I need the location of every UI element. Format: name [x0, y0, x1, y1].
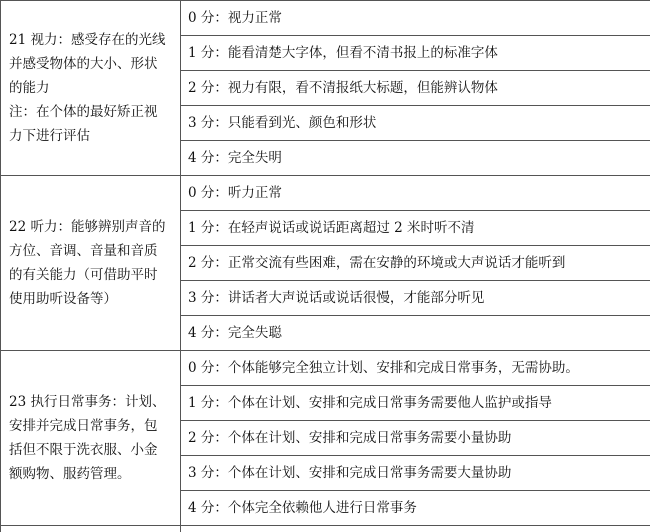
score-option	[181, 386, 650, 421]
item-line: 安排并完成日常事务，包	[9, 414, 176, 438]
score-label: 4 分	[188, 500, 214, 516]
score-option	[181, 141, 650, 176]
score-separator: ：	[214, 500, 228, 516]
item-line: 23 执行日常事务：计划、	[9, 390, 176, 414]
score-label: 4 分	[188, 150, 214, 166]
score-label: 0 分	[188, 185, 214, 201]
score-separator: ：	[214, 115, 228, 131]
table-row-continuation	[1, 526, 650, 532]
table-row	[1, 351, 650, 386]
score-label: 4 分	[188, 325, 214, 341]
item-line: 注：在个体的最好矫正视	[9, 100, 176, 124]
continuation-cell	[1, 526, 181, 532]
item-description-23	[1, 351, 181, 526]
score-label: 0 分	[188, 10, 214, 26]
score-label: 1 分	[188, 220, 214, 236]
item-line: 力下进行评估	[9, 124, 176, 148]
score-option	[181, 316, 650, 351]
score-option	[181, 281, 650, 316]
score-text: 听力正常	[228, 185, 282, 201]
score-option	[181, 36, 650, 71]
score-separator: ：	[214, 10, 228, 26]
score-text: 视力正常	[228, 10, 282, 26]
score-separator: ：	[214, 325, 228, 341]
score-option	[181, 106, 650, 141]
score-option	[181, 421, 650, 456]
score-separator: ：	[214, 45, 228, 61]
score-text: 在轻声说话或说话距离超过 2 米时听不清	[228, 220, 475, 236]
score-label: 3 分	[188, 115, 214, 131]
score-separator: ：	[214, 430, 228, 446]
score-option	[181, 491, 650, 526]
item-line: 并感受物体的大小、形状	[9, 52, 176, 76]
continuation-cell	[181, 526, 650, 532]
item-line: 的有关能力（可借助平时	[9, 263, 176, 287]
item-description-22	[1, 176, 181, 351]
score-text: 个体在计划、安排和完成日常事务需要小量协助	[228, 430, 512, 446]
item-line: 方位、音调、音量和音质	[9, 239, 176, 263]
score-text: 个体在计划、安排和完成日常事务需要他人监护或指导	[228, 395, 552, 411]
score-separator: ：	[214, 220, 228, 236]
score-text: 能看清楚大字体，但看不清书报上的标准字体	[228, 45, 498, 61]
score-text: 个体能够完全独立计划、安排和完成日常事务，无需协助。	[228, 360, 579, 376]
item-description-21	[1, 1, 181, 176]
score-option	[181, 246, 650, 281]
table-row	[1, 176, 650, 211]
score-separator: ：	[214, 255, 228, 271]
table-row	[1, 1, 650, 36]
score-label: 2 分	[188, 80, 214, 96]
score-text: 正常交流有些困难，需在安静的环境或大声说话才能听到	[228, 255, 566, 271]
score-label: 1 分	[188, 45, 214, 61]
score-option	[181, 176, 650, 211]
item-line: 22 听力：能够辨别声音的	[9, 215, 176, 239]
score-separator: ：	[214, 185, 228, 201]
score-option	[181, 1, 650, 36]
score-text: 完全失明	[228, 150, 282, 166]
score-text: 个体完全依赖他人进行日常事务	[228, 500, 417, 516]
item-line: 额购物、服药管理。	[9, 462, 176, 486]
score-option	[181, 211, 650, 246]
score-text: 个体在计划、安排和完成日常事务需要大量协助	[228, 465, 512, 481]
score-label: 2 分	[188, 255, 214, 271]
score-label: 2 分	[188, 430, 214, 446]
score-separator: ：	[214, 360, 228, 376]
score-label: 0 分	[188, 360, 214, 376]
score-text: 只能看到光、颜色和形状	[228, 115, 377, 131]
score-option	[181, 71, 650, 106]
score-option	[181, 351, 650, 386]
score-label: 3 分	[188, 290, 214, 306]
score-text: 讲话者大声说话或说话很慢，才能部分听见	[228, 290, 485, 306]
item-line: 的能力	[9, 76, 176, 100]
score-label: 1 分	[188, 395, 214, 411]
score-separator: ：	[214, 465, 228, 481]
score-text: 完全失聪	[228, 325, 282, 341]
item-line: 使用助听设备等）	[9, 287, 176, 311]
score-separator: ：	[214, 80, 228, 96]
score-separator: ：	[214, 395, 228, 411]
score-option	[181, 456, 650, 491]
item-line: 21 视力：感受存在的光线	[9, 28, 176, 52]
score-text: 视力有限，看不清报纸大标题，但能辨认物体	[228, 80, 498, 96]
score-separator: ：	[214, 290, 228, 306]
item-line: 括但不限于洗衣服、小金	[9, 438, 176, 462]
score-label: 3 分	[188, 465, 214, 481]
score-separator: ：	[214, 150, 228, 166]
